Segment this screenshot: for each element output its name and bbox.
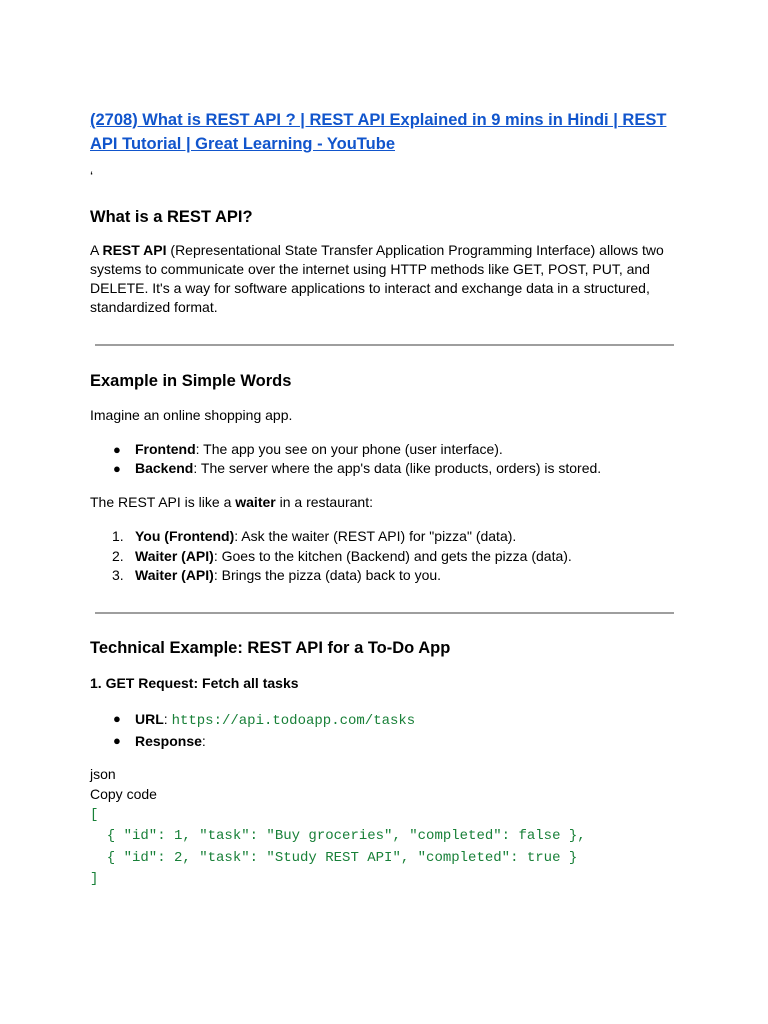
list-item [90,527,680,547]
step-term: You (Frontend) [135,528,235,544]
para-bold-term: REST API [102,242,167,258]
bullet-dot: ● [113,732,121,748]
document-body [90,108,680,891]
para-text: systems to communicate over the internet using HTTP methods like GET, POST, PUT, and [90,261,650,277]
link-line-1[interactable]: (2708) What is REST API ? | REST API Explained in 9 mins in Hindi | REST [90,111,667,129]
list-item [90,547,680,567]
step-text: : Goes to the kitchen (Backend) and gets the pizza (data). [213,547,572,564]
list-item [90,440,680,459]
code-line: [ [90,806,99,823]
horizontal-rule [95,344,674,346]
code-block [90,805,680,891]
list-item [90,731,680,751]
bullet-text: : The server where the app's data (like products, orders) is stored. [193,460,602,476]
bullet-list [90,709,680,751]
para-text: standardized format. [90,299,218,315]
list-item [90,566,680,586]
step-number: 1. [112,528,124,544]
step-number: 3. [112,567,124,583]
step-text: : Brings the pizza (data) back to you. [213,567,442,583]
para-text: A [90,242,103,258]
analogy-text [90,493,680,512]
numbered-list [90,527,680,586]
para-text: DELETE. It's a way for software applications to interact and exchange data in a structured, [90,280,650,296]
step-number: 2. [112,547,124,564]
list-item [90,459,680,478]
step-term: Waiter (API) [135,567,214,583]
analogy-bold: waiter [235,494,276,510]
bullet-text: : The app you see on your phone (user interface). [195,441,503,457]
step-term: Waiter (API) [135,547,214,564]
analogy-pre: The REST API is like a [90,494,236,510]
code-line: { "id": 2, "task": "Study REST API", "completed": true } [90,849,578,866]
url-separator: : [163,710,172,727]
bullet-term: Frontend [135,441,196,457]
intro-text: Imagine an online shopping app. [90,407,293,423]
analogy-post: in a restaurant: [275,494,373,510]
response-term: Response [135,732,202,749]
step-text: : Ask the waiter (REST API) for "pizza" (data). [234,528,517,544]
definition-paragraph [90,241,680,317]
horizontal-rule [95,612,674,614]
section-simple-example [90,370,680,586]
copy-code-label: Copy code [90,785,157,802]
youtube-title-link[interactable] [90,108,680,156]
stray-quote-mark: ‘ [90,168,94,184]
bullet-dot: ● [113,442,121,457]
code-language-label: json [90,765,116,782]
list-item [90,709,680,731]
section-heading: What is a REST API? [90,208,253,226]
api-url: https://api.todoapp.com/tasks [171,712,416,729]
section-heading: Technical Example: REST API for a To-Do App [90,638,451,657]
url-term: URL [135,710,164,727]
bullet-dot: ● [113,461,121,476]
response-separator: : [201,732,206,749]
section-heading: Example in Simple Words [90,372,292,390]
bullet-list [90,440,680,478]
section-technical-example [90,637,680,891]
bullet-dot: ● [113,710,121,726]
link-line-2[interactable]: API Tutorial | Great Learning - YouTube [90,135,396,153]
bullet-term: Backend [135,460,194,476]
code-line: ] [90,871,99,887]
para-text: (Representational State Transfer Application Programming Interface) allows two [166,242,664,258]
section-what-is-rest [90,206,680,317]
code-line: { "id": 1, "task": "Buy groceries", "completed": false }, [90,828,586,844]
subheading: 1. GET Request: Fetch all tasks [90,674,299,691]
